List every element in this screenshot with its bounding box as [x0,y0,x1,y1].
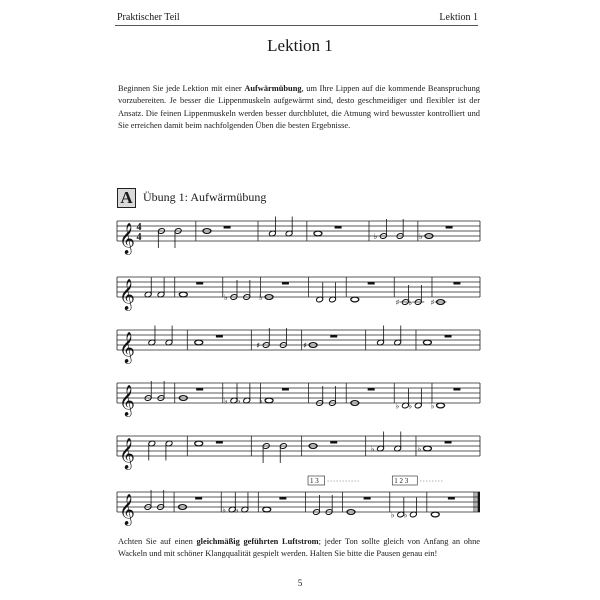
whole-rest [446,226,453,229]
flat-icon: ♭ [370,444,375,454]
final-barline-thick [478,492,481,512]
intro-bold-term: Aufwärmübung [244,84,302,93]
treble-clef-icon: 𝄞 [119,494,135,525]
whole-rest [196,388,203,391]
whole-rest [216,335,223,338]
whole-rest [224,226,231,229]
flat-icon: ♭ [259,396,263,406]
whole-note [263,507,271,512]
whole-note [179,292,187,297]
whole-rest [445,441,452,444]
staff-system [117,432,480,471]
whole-note [351,297,359,302]
whole-note [431,512,439,517]
whole-rest [216,441,223,444]
flat-icon: ♭ [234,505,239,515]
whole-rest [453,388,460,391]
lesson-title: Lektion 1 [267,36,333,55]
sharp-icon: ♯ [303,341,308,350]
running-header-left: Praktischer Teil [117,12,180,23]
flat-icon: ♭ [390,510,395,520]
treble-clef-icon: 𝄞 [119,438,135,469]
staff-system [117,381,480,417]
whole-rest [368,388,375,391]
intro-text-start: Beginnen Sie jede Lektion mit einer [118,84,245,93]
treble-clef-icon: 𝄞 [119,279,135,310]
whole-note [423,446,431,451]
whole-rest [448,497,455,500]
outro-paragraph [118,536,480,561]
time-signature-top: 4 [136,222,142,233]
flat-icon: ♭ [408,401,413,411]
treble-clef-icon: 𝄞 [119,385,135,416]
time-signature-bottom: 4 [136,232,142,243]
outro-text-start: Achten Sie auf einen [118,537,197,546]
whole-rest [279,497,286,500]
treble-clef-icon: 𝄞 [119,332,135,363]
whole-note [195,441,203,446]
whole-note [195,340,203,345]
whole-rest [282,388,289,391]
flat-icon: ♭ [430,401,435,411]
flat-icon: ♭ [224,396,228,406]
exercise-title: Übung 1: Aufwärmübung [143,190,267,204]
flat-icon: ♭ [403,510,408,520]
flat-icon: ♭ [224,293,228,302]
sharp-icon: ♯ [395,298,400,307]
sharp-icon: ♯ [256,341,261,350]
whole-note [437,403,445,408]
staff-system [117,326,480,365]
intro-text-end: , um Ihre Lippen auf die kommende Beanspruchung vorzubereiten. Je besser die Lippenmuskeln aufgewärmt sind, desto geschmeidiger und flexibler ist der Ansatz. Die feinen Lippenmuskeln werden besser durchblutet, die Atmung wird bewusster kontrolliert und Sie erreichen damit beim nachfolgenden Üben die besten Ergebnisse. [118,84,480,131]
flat-icon: ♭ [417,444,422,454]
treble-clef-icon: 𝄞 [119,223,135,254]
flat-icon: ♭ [222,505,227,515]
flat-icon: ♭ [408,298,413,307]
flat-icon: ♭ [373,232,378,241]
whole-rest [335,226,342,229]
whole-note [314,231,322,236]
outro-bold-term: gleichmäßig geführten Luftstrom [196,537,319,546]
flat-icon: ♭ [395,401,400,411]
staff-system [117,277,480,311]
whole-rest [330,441,337,444]
whole-rest [445,335,452,338]
whole-rest [282,282,289,285]
whole-rest [368,282,375,285]
whole-note [265,398,273,403]
sharp-icon: ♯ [430,298,435,307]
fingering-label: 1 3 [310,477,319,485]
section-letter-box: A [117,188,136,208]
whole-note [423,340,431,345]
flat-icon: ♭ [236,396,241,406]
fingering-label: 1 2 3 [394,477,409,485]
outro-text-end: ; jeder Ton sollte gleich von Anfang an ohne Wackeln und mit schöner Klangqualität gespielt werden. Halten Sie bitte die Pausen genau ein! [118,537,481,559]
whole-rest [196,282,203,285]
staff-system [117,476,480,526]
running-header-right: Lektion 1 [439,12,478,23]
staff-system [117,217,480,256]
whole-rest [453,282,460,285]
whole-rest [364,497,371,500]
whole-rest [330,335,337,338]
flat-icon: ♭ [419,232,423,241]
whole-rest [195,497,202,500]
flat-icon: ♭ [259,293,263,302]
page-number: 5 [297,578,303,588]
